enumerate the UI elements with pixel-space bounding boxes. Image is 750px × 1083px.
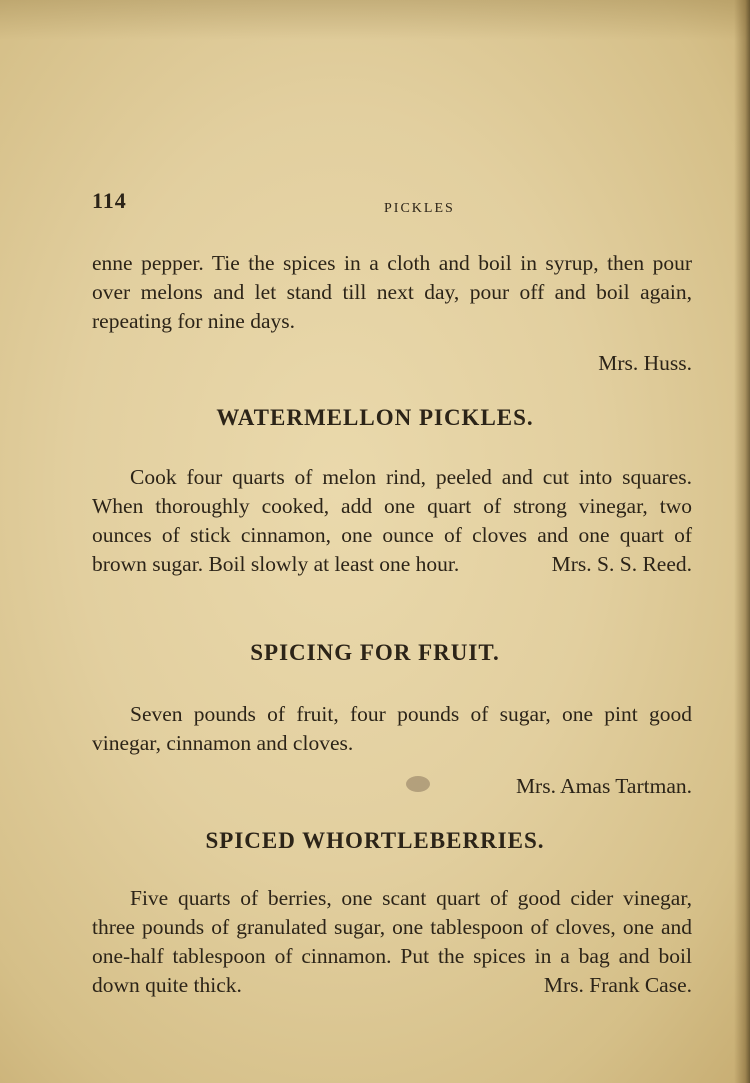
- recipe-title-watermellon-pickles: WATERMELLON PICKLES.: [216, 405, 534, 430]
- recipe-text-watermellon-pickles: [92, 463, 692, 579]
- page-stain: [406, 776, 430, 792]
- running-head: PICKLES: [384, 201, 455, 216]
- recipe-title-spicing-for-fruit: SPICING FOR FRUIT.: [250, 640, 500, 665]
- recipe-text-spiced-whortleberries: [92, 884, 692, 1000]
- continued-recipe-credit: Mrs. Huss.: [598, 351, 692, 375]
- page-header: [92, 188, 692, 222]
- recipe-body: Five quarts of berries, one scant quart of good cider vinegar, three pounds of granulated sugar, one tablespoon of cloves, one and one-half tablespoon of cinnamon. Put the spices in a bag and boil down quite thick.: [92, 886, 692, 997]
- recipe-credit-watermellon-pickles: Mrs. S. S. Reed.: [551, 552, 692, 576]
- recipe-text-spicing-for-fruit: Seven pounds of fruit, four pounds of sugar, one pint good vinegar, cinnamon and cloves.: [92, 702, 692, 755]
- continued-recipe-text: enne pepper. Tie the spices in a cloth and boil in syrup, then pour over melons and let stand till next day, pour off and boil again, repeating for nine days.: [92, 251, 692, 333]
- page-top-shadow: [0, 0, 750, 40]
- page-number: 114: [92, 188, 127, 213]
- recipe-credit-spicing-for-fruit: Mrs. Amas Tartman.: [515, 774, 692, 798]
- recipe-credit-spiced-whortleberries: Mrs. Frank Case.: [543, 973, 692, 997]
- recipe-title-spiced-whortleberries: SPICED WHORTLEBERRIES.: [205, 828, 545, 853]
- recipe-body: Cook four quarts of melon rind, peeled and cut into squares. When thoroughly cooked, add one quart of strong vinegar, two ounces of stick cinnamon, one ounce of cloves and one quart of brown sugar. Boil slowly at least one hour.: [92, 465, 692, 576]
- page-edge-shadow: [734, 0, 750, 1083]
